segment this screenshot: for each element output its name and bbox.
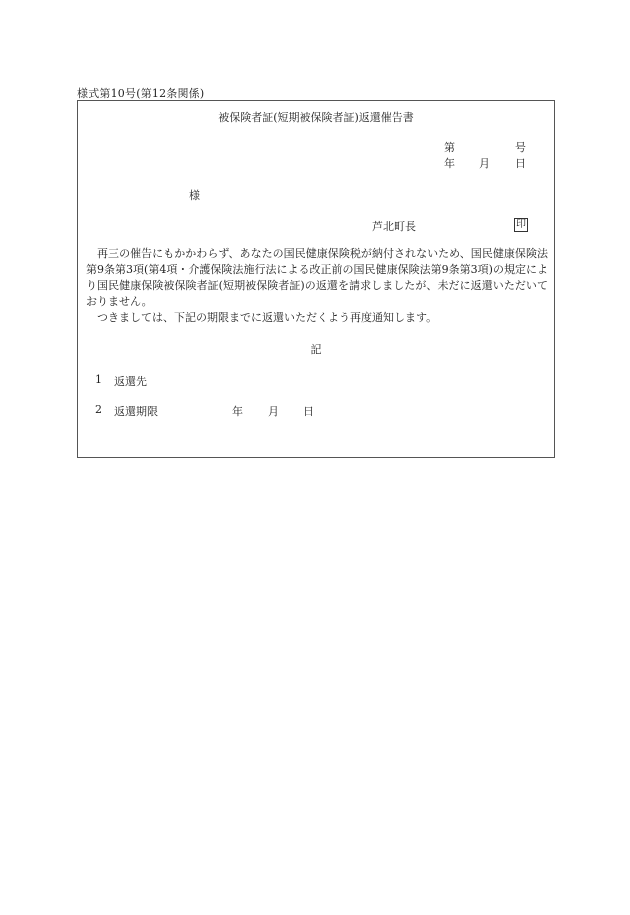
notice-frame — [77, 100, 555, 458]
item-1-number: 1 — [95, 373, 102, 386]
date-month: 月 — [479, 157, 490, 170]
notice-body — [86, 246, 548, 326]
deadline-day: 日 — [303, 405, 314, 418]
issuer-name: 芦北町長 — [372, 220, 416, 233]
form-number-label: 様式第10号(第12条関係) — [77, 87, 205, 100]
item-2-label: 返還期限 — [114, 405, 158, 418]
date-day: 日 — [515, 157, 526, 170]
body-paragraph-1: 再三の催告にもかかわらず、あなたの国民健康保険税が納付されないため、国民健康保険法第9条第3項(第4項・介護保険法施行法による改正前の国民健康保険法第9条第3項)の規定により国民健康保険被保険者証(短期被保険者証)の返還を請求しましたが、未だに返還いただいておりません。 — [86, 247, 548, 308]
number-suffix: 号 — [515, 141, 526, 154]
number-prefix: 第 — [444, 141, 455, 154]
deadline-month: 月 — [268, 405, 279, 418]
date-year: 年 — [444, 157, 455, 170]
document-title: 被保険者証(短期被保険者証)返還催告書 — [218, 111, 414, 124]
item-1-label: 返還先 — [114, 375, 147, 388]
recipient-suffix: 様 — [189, 189, 200, 202]
deadline-year: 年 — [232, 405, 243, 418]
item-2-number: 2 — [95, 403, 102, 416]
seal-mark: 印 — [516, 219, 526, 230]
body-paragraph-2: つきましては、下記の期限までに返還いただくよう再度通知します。 — [97, 311, 438, 324]
ki-heading: 記 — [310, 343, 322, 356]
